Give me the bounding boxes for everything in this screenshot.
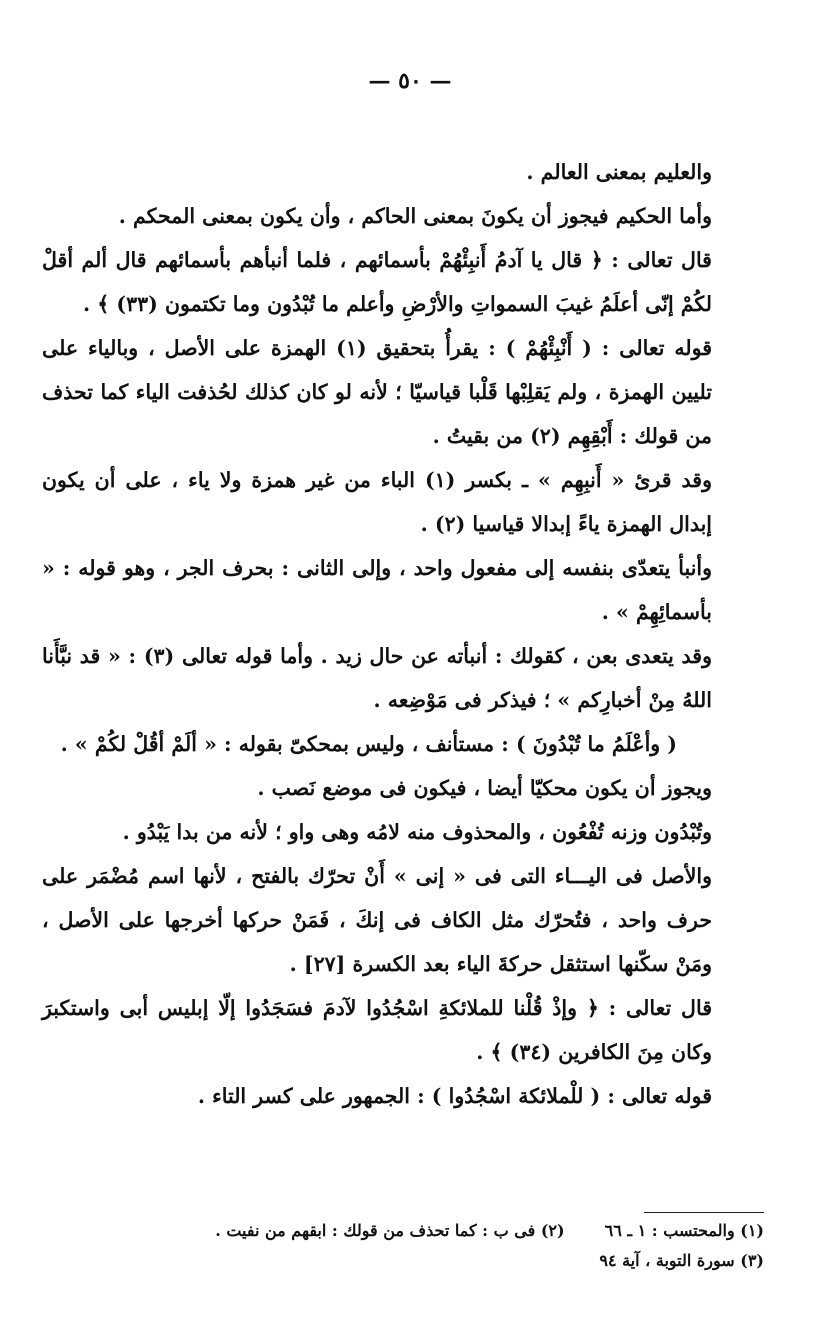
footnote-row-2	[54, 1246, 764, 1276]
paragraph-7: وقد يتعدى بعن ، كقولك : أنبأته عن حال زيد . وأما قوله تعالى (٣) : « قد نبَّأَنا اللهُ مِنْ أخبارِكم » ؛ فيذكر فى مَوْضِعه .	[42, 644, 712, 712]
paragraph-13: قوله تعالى : ( للْملائكة اسْجُدُوا ) : الجمهور على كسر التاء .	[197, 1084, 712, 1108]
footnote-row-1	[54, 1216, 764, 1246]
paragraph-6: وأنبأ يتعدّى بنفسه إلى مفعول واحد ، وإلى الثانى : بحرف الجر ، وهو قوله : « بأسمائِهِمْ » .	[42, 556, 712, 624]
paragraph-2: وأما الحكيم فيجوز أن يكونَ بمعنى الحاكم ، وأن يكون بمعنى المحكم .	[118, 204, 712, 228]
page-number: — ٥٠ —	[368, 68, 452, 94]
footnote-2: (٢) فى ب : كما تحذف من قولك : ابقهم من نفيت .	[215, 1221, 565, 1240]
main-text	[42, 150, 772, 1118]
paragraph-5: وقد قرئ « أَنبِهِم » ـ بكسر (١) الباء من غير همزة ولا ياء ، على أن يكون إبدال الهمزة ياءً إبدالا قياسيا (٢) .	[42, 468, 712, 536]
footnote-3: (٣) سورة التوبة ، آية ٩٤	[599, 1251, 764, 1270]
paragraph-1: والعليم بمعنى العالم .	[526, 160, 712, 184]
paragraph-4: قوله تعالى : ( أَنْبِئْهُمْ ) : يقرأُ بتحقيق (١) الهمزة على الأصل ، وبالياء على تليين الهمزة ، ولم يَقلِبْها قَلْبا قياسيّا ؛ لأنه لو كان كذلك لحُذفت الياء كما تحذف من قولك : أَبْقِهِم (٢) من بقيتُ .	[42, 336, 712, 448]
footnote-1: (١) والمحتسب : ١ ـ ٦٦	[604, 1221, 764, 1240]
paragraph-10: وتُبْدُون وزنه تُفْعُون ، والمحذوف منه لامُه وهى واو ؛ لأنه من بدا يَبْدُو .	[122, 820, 712, 844]
paragraph-9: ويجوز أن يكون محكيّا أيضا ، فيكون فى موضع نَصب .	[257, 776, 712, 800]
paragraph-11: والأصل فى اليـــاء التى فى « إنى » أَنْ تحرّك بالفتح ، لأنها اسم مُضْمَر على حرف واحد ، فتُحرّك مثل الكاف فى إنكَ ، فَمَنْ حركها أخرجها على الأصل ، ومَنْ سكّنها استثقل حركةَ الياء بعد الكسرة [٢٧] .	[42, 864, 712, 976]
footnotes	[54, 1216, 764, 1276]
paragraph-3: قال تعالى : ﴿ قال يا آدمُ أَنبِئْهُمْ بأسمائهم ، فلما أنبأهم بأسمائهم قال ألم أقلْ لكُمْ إنّى أعلَمُ غيبَ السمواتِ والأرْضِ وأعلم ما تُبْدُون وما تكتمون (٣٣) ﴾ .	[42, 248, 712, 316]
paragraph-12: قال تعالى : ﴿ وإذْ قُلْنا للملائكةِ اسْجُدُوا لآدمَ فسَجَدُوا إلّا إبليس أبى واستكبرَ وكان مِنَ الكافرين (٣٤) ﴾ .	[42, 996, 712, 1064]
footnote-divider	[644, 1212, 764, 1213]
paragraph-8: ( وأعْلَمُ ما تُبْدُونَ ) : مستأنف ، وليس بمحكىّ بقوله : « ألَمْ أقُلْ لكُمْ » .	[60, 732, 677, 756]
